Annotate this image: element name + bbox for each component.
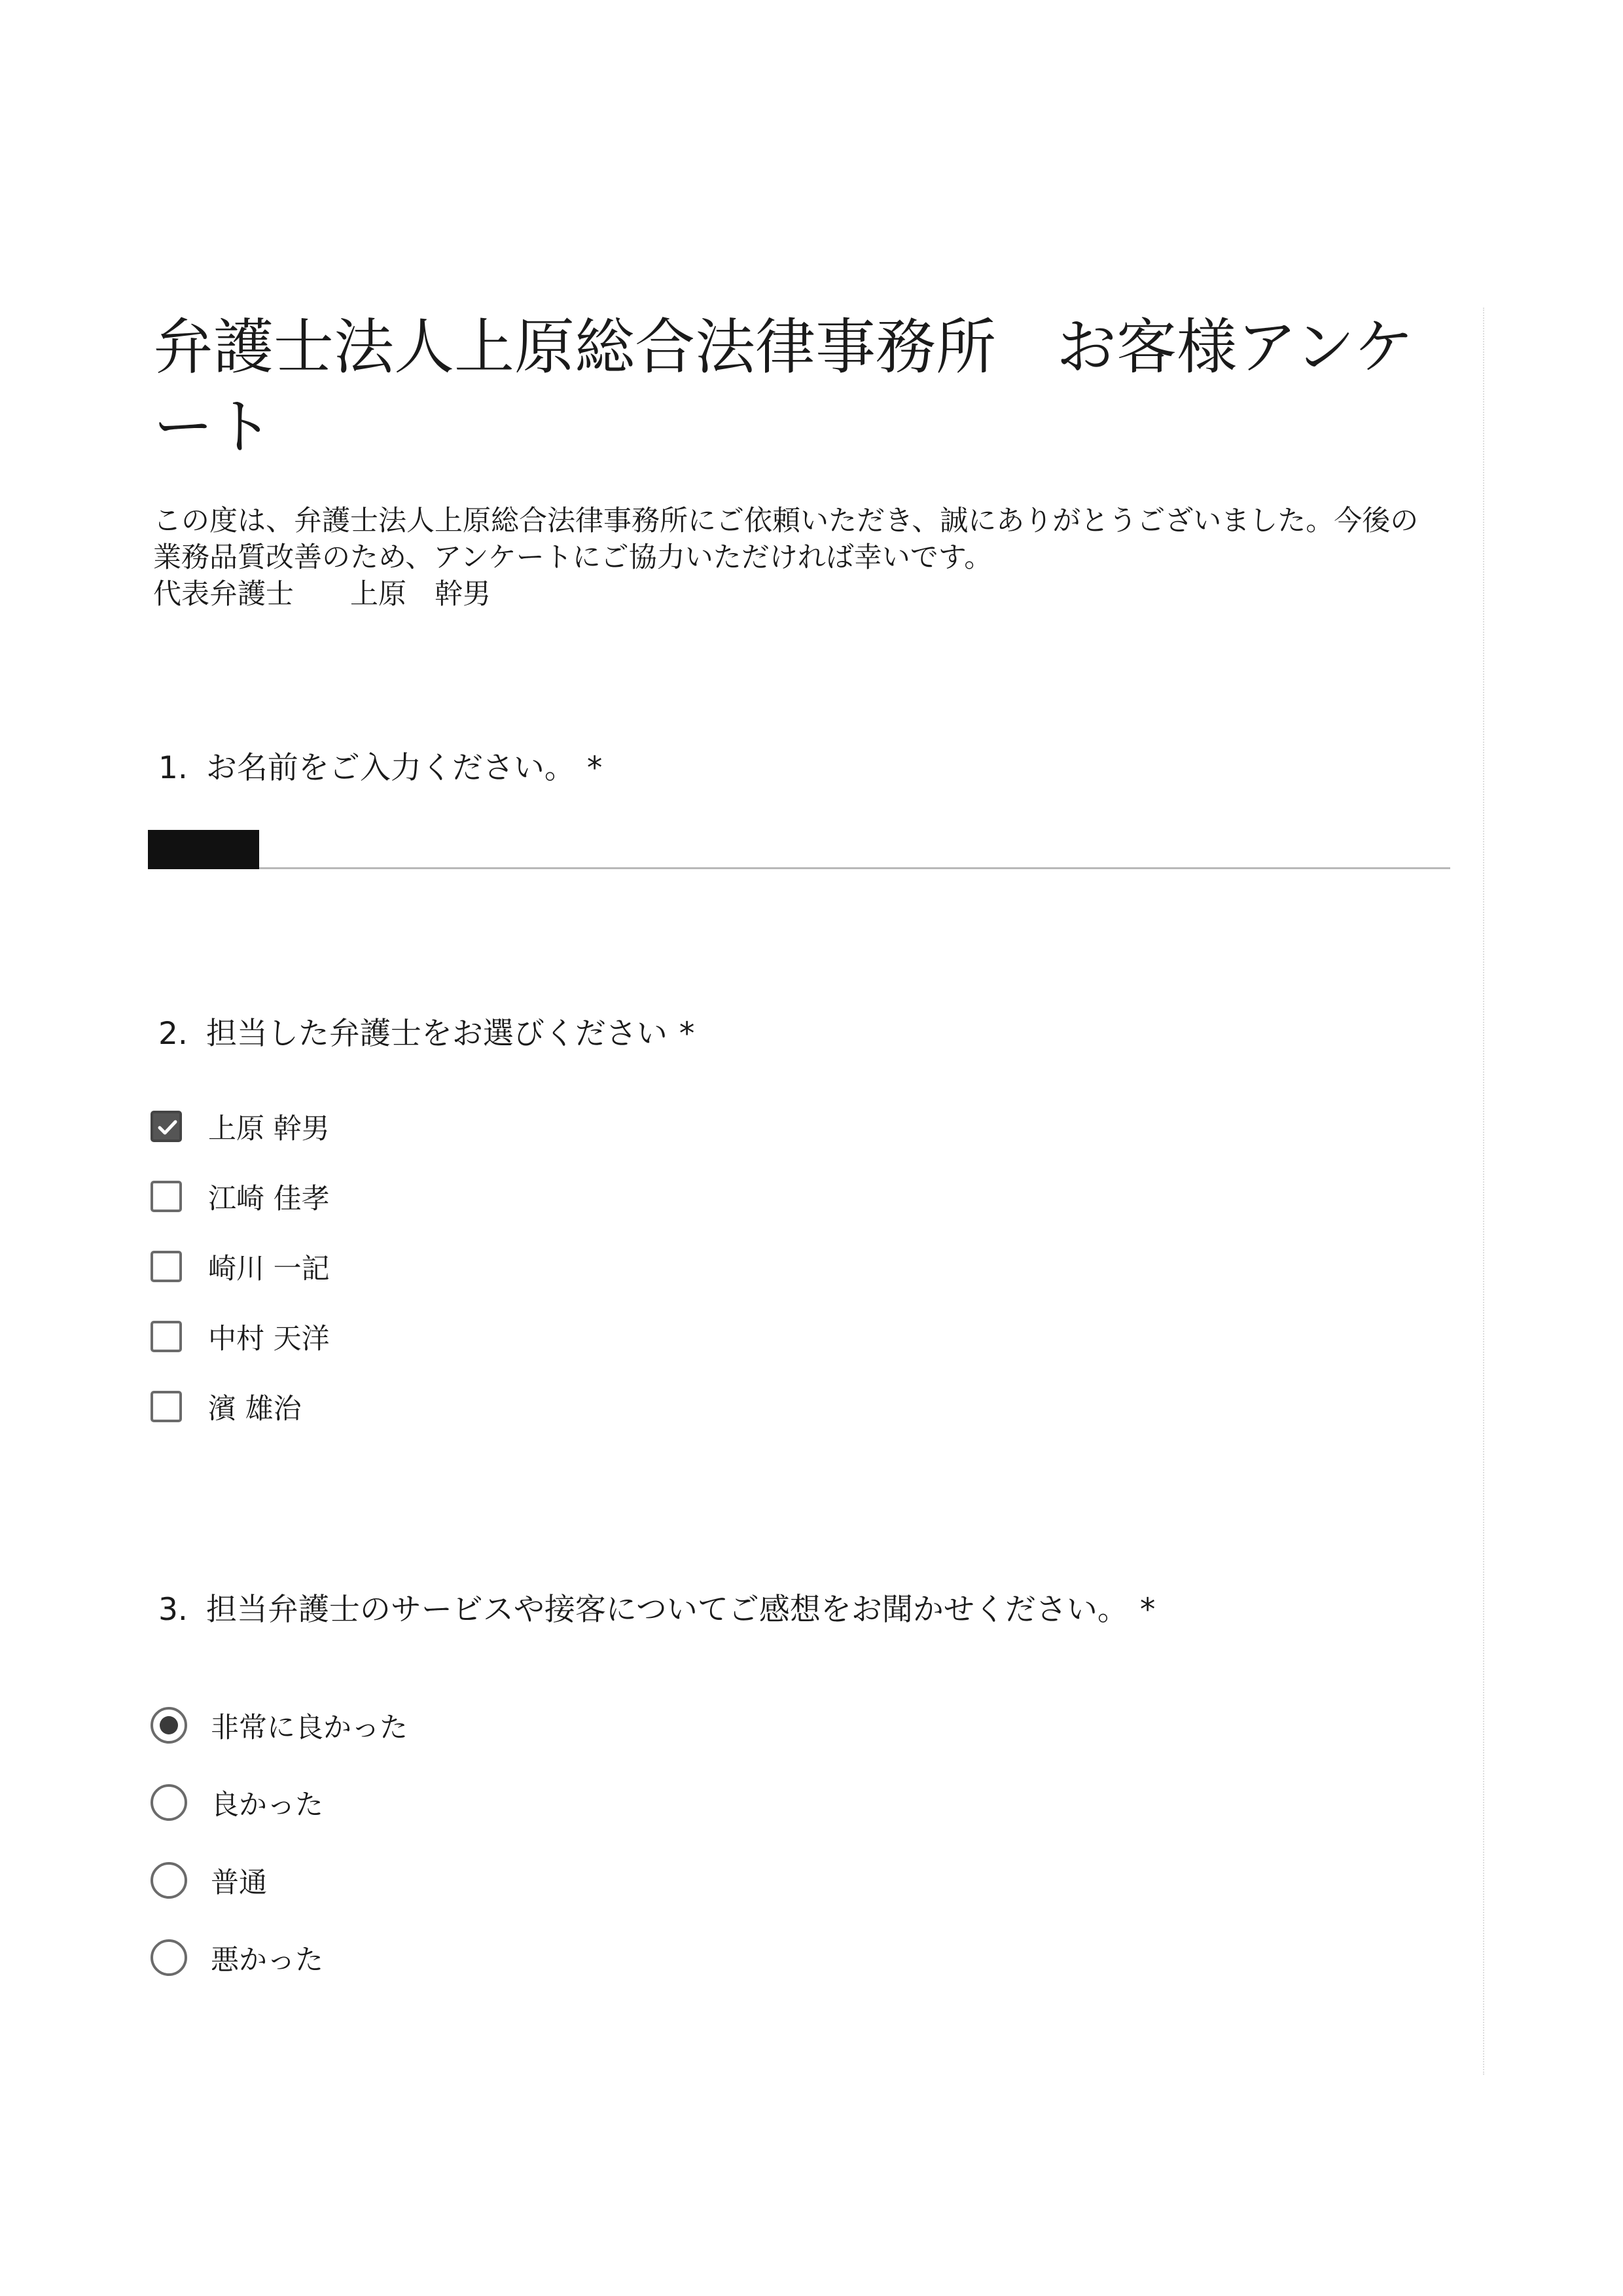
radio-selected[interactable] <box>151 1707 187 1744</box>
redacted-answer <box>148 830 259 869</box>
radio-option-very-good[interactable] <box>151 1705 408 1746</box>
option-label: 悪かった <box>211 1943 323 1977</box>
form-description <box>153 503 1469 613</box>
checkbox-option-uehara[interactable] <box>151 1106 330 1147</box>
question-text: 担当した弁護士をお選びください <box>205 1016 668 1052</box>
checkbox-option-esaki[interactable] <box>151 1176 330 1217</box>
question-1-title <box>153 749 602 788</box>
form-title: 弁護士法人上原総合法律事務所 お客様アンケート <box>153 312 1414 462</box>
checkbox-unchecked[interactable] <box>151 1181 182 1212</box>
question-text: 担当弁護士のサービスや接客についてご感想をお聞かせください。 <box>205 1592 1128 1628</box>
question-text: お名前をご入力ください。 <box>205 750 575 786</box>
option-label: 江崎 佳孝 <box>208 1182 330 1215</box>
answer-underline <box>259 867 1450 869</box>
check-icon <box>156 1116 179 1139</box>
option-label: 非常に良かった <box>211 1711 408 1744</box>
option-label: 良かった <box>211 1788 323 1821</box>
option-label: 上原 幹男 <box>208 1112 330 1145</box>
question-number: 3. <box>158 1592 188 1628</box>
question-number: 2. <box>158 1016 188 1052</box>
option-label: 普通 <box>211 1866 267 1899</box>
description-signature: 代表弁護士 上原 幹男 <box>153 578 491 611</box>
radio-unselected[interactable] <box>151 1862 187 1899</box>
option-label: 崎川 一記 <box>208 1252 330 1285</box>
radio-option-good[interactable] <box>151 1782 323 1823</box>
checkbox-option-sakikawa[interactable] <box>151 1246 330 1287</box>
required-mark: * <box>586 750 603 786</box>
scan-edge-divider <box>1483 308 1484 2075</box>
checkbox-unchecked[interactable] <box>151 1321 182 1352</box>
checkbox-option-nakamura[interactable] <box>151 1316 330 1357</box>
radio-option-average[interactable] <box>151 1860 267 1901</box>
required-mark: * <box>679 1016 695 1052</box>
question-2-title <box>153 1014 694 1054</box>
option-label: 濱 雄治 <box>208 1392 302 1426</box>
option-label: 中村 天洋 <box>208 1322 330 1355</box>
question-3-title <box>153 1590 1155 1630</box>
description-line: 業務品質改善のため、アンケートにご協力いただければ幸いです。 <box>153 541 993 574</box>
description-line: この度は、弁護士法人上原総合法律事務所にご依頼いただき、誠にありがとうございました。今後の <box>153 505 1419 537</box>
radio-unselected[interactable] <box>151 1784 187 1821</box>
question-number: 1. <box>158 750 188 786</box>
checkbox-checked[interactable] <box>151 1111 182 1142</box>
radio-option-bad[interactable] <box>151 1937 323 1978</box>
checkbox-option-hama[interactable] <box>151 1386 302 1427</box>
checkbox-unchecked[interactable] <box>151 1391 182 1422</box>
name-answer-field[interactable] <box>148 830 1450 869</box>
checkbox-unchecked[interactable] <box>151 1251 182 1282</box>
required-mark: * <box>1139 1592 1156 1628</box>
radio-unselected[interactable] <box>151 1939 187 1976</box>
